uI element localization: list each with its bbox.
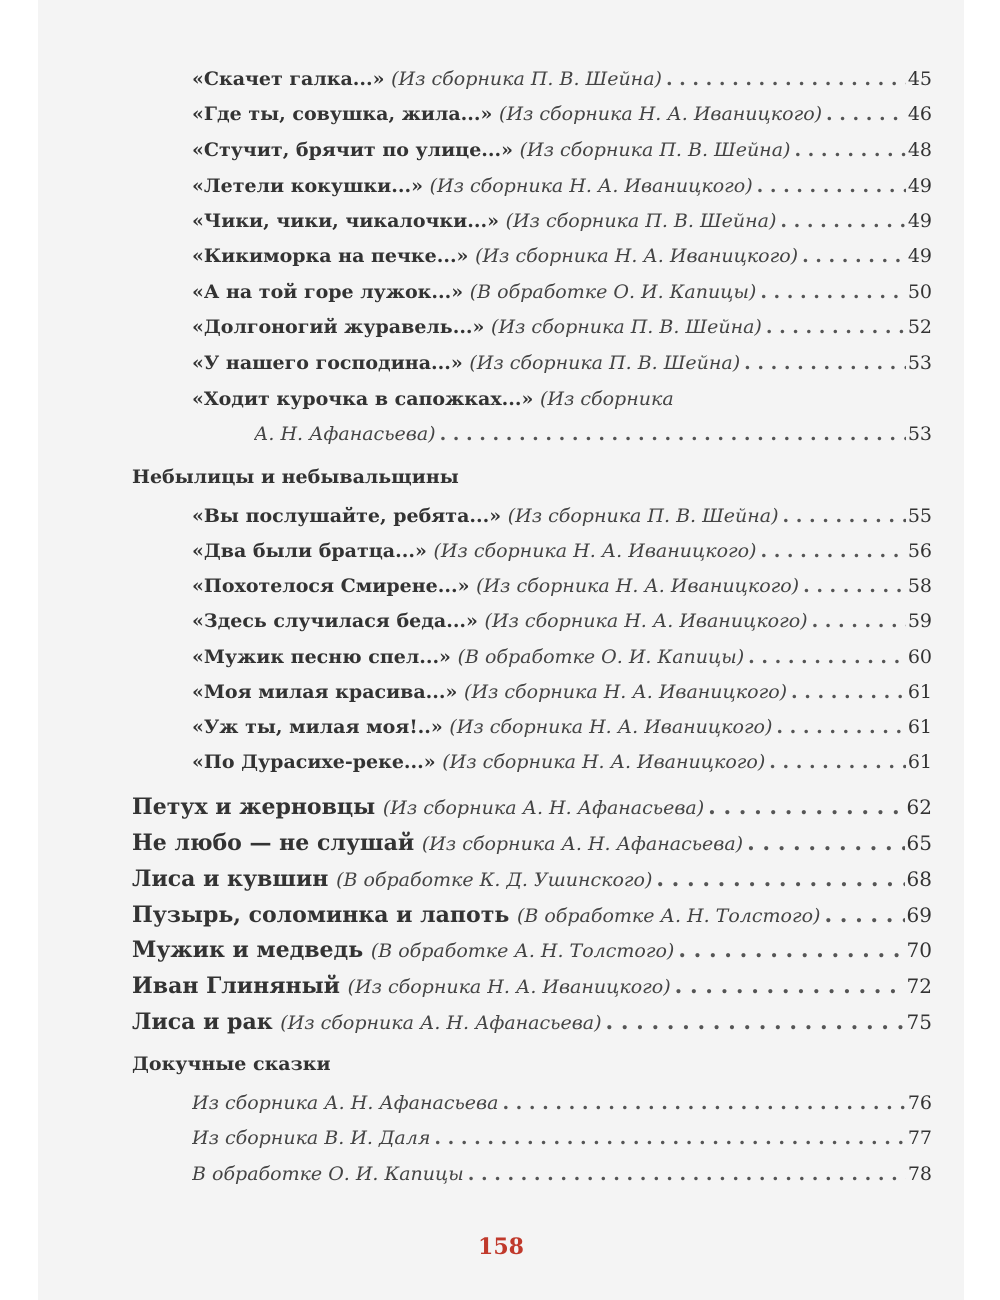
section-heading: Докучные сказки xyxy=(132,1053,331,1075)
entry-source: (Из сборника А. Н. Афанасьева) xyxy=(382,797,705,819)
entry-page: 76 xyxy=(907,1092,932,1114)
leader-dots xyxy=(802,245,906,267)
entry-page: 53 xyxy=(907,352,932,374)
entry-page: 70 xyxy=(906,938,932,962)
entry-title: Пузырь, соломинка и лапоть xyxy=(132,902,510,928)
leader-dots xyxy=(766,316,906,338)
toc-entry xyxy=(192,139,932,161)
entry-page: 58 xyxy=(907,575,932,597)
toc-entry xyxy=(192,716,932,738)
leader-dots xyxy=(757,175,906,197)
section-heading: Небылицы и небывальщины xyxy=(132,466,459,488)
leader-dots xyxy=(783,505,906,527)
entry-title: Петух и жерновцы xyxy=(132,794,376,820)
toc-entry xyxy=(192,575,932,597)
entry-title: «Два были братца...» xyxy=(192,540,427,562)
entry-source: В обработке О. И. Капицы xyxy=(192,1163,464,1185)
entry-page: 55 xyxy=(907,505,932,527)
leader-dots xyxy=(826,103,906,125)
entry-source: (Из сборника xyxy=(540,388,674,410)
toc-entry xyxy=(192,610,932,632)
leader-dots xyxy=(468,1163,906,1185)
entry-title: «Стучит, брячит по улице...» xyxy=(192,139,514,161)
toc-entry xyxy=(132,830,932,856)
entry-source: (Из сборника Н. А. Иваницкого) xyxy=(475,245,799,267)
entry-title: «Похотелося Смирене...» xyxy=(192,575,470,597)
toc-entry xyxy=(192,352,932,374)
toc-entry xyxy=(192,316,932,338)
toc-entry xyxy=(192,103,932,125)
entry-page: 62 xyxy=(906,795,932,819)
entry-page: 65 xyxy=(906,831,932,855)
entry-title: Лиса и рак xyxy=(132,1009,273,1035)
toc-entry xyxy=(192,681,932,703)
entry-title: «Мужик песню спел...» xyxy=(192,646,451,668)
toc-entry xyxy=(192,540,932,562)
toc-entry xyxy=(132,866,932,892)
toc-entry xyxy=(192,1163,932,1185)
leader-dots xyxy=(678,937,904,963)
entry-title: «По Дурасихе-реке...» xyxy=(192,751,436,773)
leader-dots xyxy=(794,139,905,161)
leader-dots xyxy=(760,540,905,562)
entry-source: Из сборника В. И. Даля xyxy=(192,1127,431,1149)
leader-dots xyxy=(776,716,905,738)
entry-page: 56 xyxy=(907,540,932,562)
entry-page: 45 xyxy=(907,68,932,90)
leader-dots xyxy=(744,352,906,374)
leader-dots xyxy=(791,681,906,703)
entry-source: (Из сборника Н. А. Иваницкого) xyxy=(347,976,671,998)
entry-page: 69 xyxy=(906,903,932,927)
entry-source: Из сборника А. Н. Афанасьева xyxy=(192,1092,499,1114)
leader-dots xyxy=(434,1127,905,1149)
entry-title: «А на той горе лужок...» xyxy=(192,281,464,303)
entry-title: Мужик и медведь xyxy=(132,937,364,963)
leader-dots xyxy=(606,1009,905,1035)
entry-source: (Из сборника Н. А. Иваницкого) xyxy=(464,681,788,703)
toc-entry xyxy=(192,646,932,668)
toc-entry xyxy=(192,68,932,90)
entry-title: «Кикиморка на печке...» xyxy=(192,245,469,267)
entry-page: 49 xyxy=(907,245,932,267)
entry-title: «Чики, чики, чикалочки...» xyxy=(192,210,499,232)
entry-title: «Здесь случилася беда...» xyxy=(192,610,478,632)
entry-title: «Ходит курочка в сапожках...» xyxy=(192,388,534,410)
toc-entry xyxy=(192,175,932,197)
entry-title: Не любо — не слушай xyxy=(132,830,415,856)
entry-source: (Из сборника А. Н. Афанасьева) xyxy=(421,833,744,855)
leader-dots xyxy=(748,646,906,668)
entry-page: 61 xyxy=(907,681,932,703)
entry-title: «Скачет галка...» xyxy=(192,68,385,90)
entry-source: А. Н. Афанасьева) xyxy=(254,423,436,445)
leader-dots xyxy=(780,210,905,232)
entry-source: (Из сборника Н. А. Иваницкого) xyxy=(484,610,808,632)
entry-page: 49 xyxy=(907,175,932,197)
entry-source: (Из сборника А. Н. Афанасьева) xyxy=(280,1012,602,1034)
leader-dots xyxy=(769,751,906,773)
entry-source: (Из сборника П. В. Шейна) xyxy=(391,68,662,90)
entry-source: (Из сборника Н. А. Иваницкого) xyxy=(449,716,773,738)
toc-entry xyxy=(132,902,932,928)
toc-entry xyxy=(192,505,932,527)
toc-entry xyxy=(192,245,932,267)
entry-page: 75 xyxy=(906,1010,932,1034)
entry-source: (Из сборника Н. А. Иваницкого) xyxy=(476,575,800,597)
entry-source: (В обработке О. И. Капицы) xyxy=(457,646,745,668)
entry-source: (В обработке К. Д. Ушинского) xyxy=(336,869,653,891)
leader-dots xyxy=(803,575,906,597)
entry-title: «Где ты, совушка, жила...» xyxy=(192,103,493,125)
toc-entry-wrapped-second-line xyxy=(254,423,932,445)
entry-page: 50 xyxy=(907,281,932,303)
entry-title: «Моя милая красива...» xyxy=(192,681,458,703)
toc-entry xyxy=(132,973,932,999)
toc-entry xyxy=(192,1092,932,1114)
entry-page: 48 xyxy=(907,139,932,161)
leader-dots xyxy=(666,68,906,90)
entry-title: Лиса и кувшин xyxy=(132,866,329,892)
entry-title: «Летели кокушки...» xyxy=(192,175,423,197)
entry-page: 52 xyxy=(907,316,932,338)
toc-entry xyxy=(132,794,932,820)
toc-entry xyxy=(192,210,932,232)
entry-source: (Из сборника Н. А. Иваницкого) xyxy=(429,175,753,197)
leader-dots xyxy=(812,610,906,632)
entry-page: 68 xyxy=(906,867,932,891)
entry-title: «Уж ты, милая моя!..» xyxy=(192,716,443,738)
entry-page: 60 xyxy=(907,646,932,668)
entry-page: 61 xyxy=(907,716,932,738)
entry-page: 61 xyxy=(907,751,932,773)
entry-page: 59 xyxy=(907,610,932,632)
entry-source: (Из сборника П. В. Шейна) xyxy=(505,210,777,232)
entry-page: 77 xyxy=(907,1127,932,1149)
leader-dots xyxy=(708,794,904,820)
entry-source: (Из сборника Н. А. Иваницкого) xyxy=(433,540,757,562)
entry-page: 78 xyxy=(907,1163,932,1185)
toc-entry xyxy=(192,281,932,303)
entry-source: (Из сборника П. В. Шейна) xyxy=(507,505,779,527)
entry-source: (В обработке А. Н. Толстого) xyxy=(516,905,821,927)
toc-entry xyxy=(192,751,932,773)
entry-source: (В обработке О. И. Капицы) xyxy=(469,281,757,303)
leader-dots xyxy=(747,830,904,856)
entry-source: (Из сборника П. В. Шейна) xyxy=(519,139,791,161)
entry-source: (Из сборника Н. А. Иваницкого) xyxy=(442,751,766,773)
page-number: 158 xyxy=(478,1234,524,1260)
entry-source: (В обработке А. Н. Толстого) xyxy=(370,940,675,962)
toc-entry xyxy=(132,1009,932,1035)
leader-dots xyxy=(502,1092,905,1114)
entry-page: 46 xyxy=(907,103,932,125)
entry-page: 72 xyxy=(906,974,932,998)
toc-entry xyxy=(192,1127,932,1149)
leader-dots xyxy=(760,281,905,303)
entry-title: Иван Глиняный xyxy=(132,973,340,999)
leader-dots xyxy=(675,973,905,999)
leader-dots xyxy=(824,902,904,928)
entry-title: «У нашего господина...» xyxy=(192,352,463,374)
toc-entry xyxy=(132,937,932,963)
entry-source: (Из сборника П. В. Шейна) xyxy=(469,352,741,374)
entry-page: 49 xyxy=(907,210,932,232)
book-page xyxy=(38,0,964,1300)
entry-page: 53 xyxy=(907,423,932,445)
entry-title: «Долгоногий журавель...» xyxy=(192,316,485,338)
entry-title: «Вы послушайте, ребята...» xyxy=(192,505,502,527)
entry-source: (Из сборника П. В. Шейна) xyxy=(491,316,762,338)
leader-dots xyxy=(440,423,906,445)
leader-dots xyxy=(656,866,904,892)
entry-source: (Из сборника Н. А. Иваницкого) xyxy=(499,103,823,125)
toc-entry-wrapped-first-line xyxy=(192,388,674,410)
